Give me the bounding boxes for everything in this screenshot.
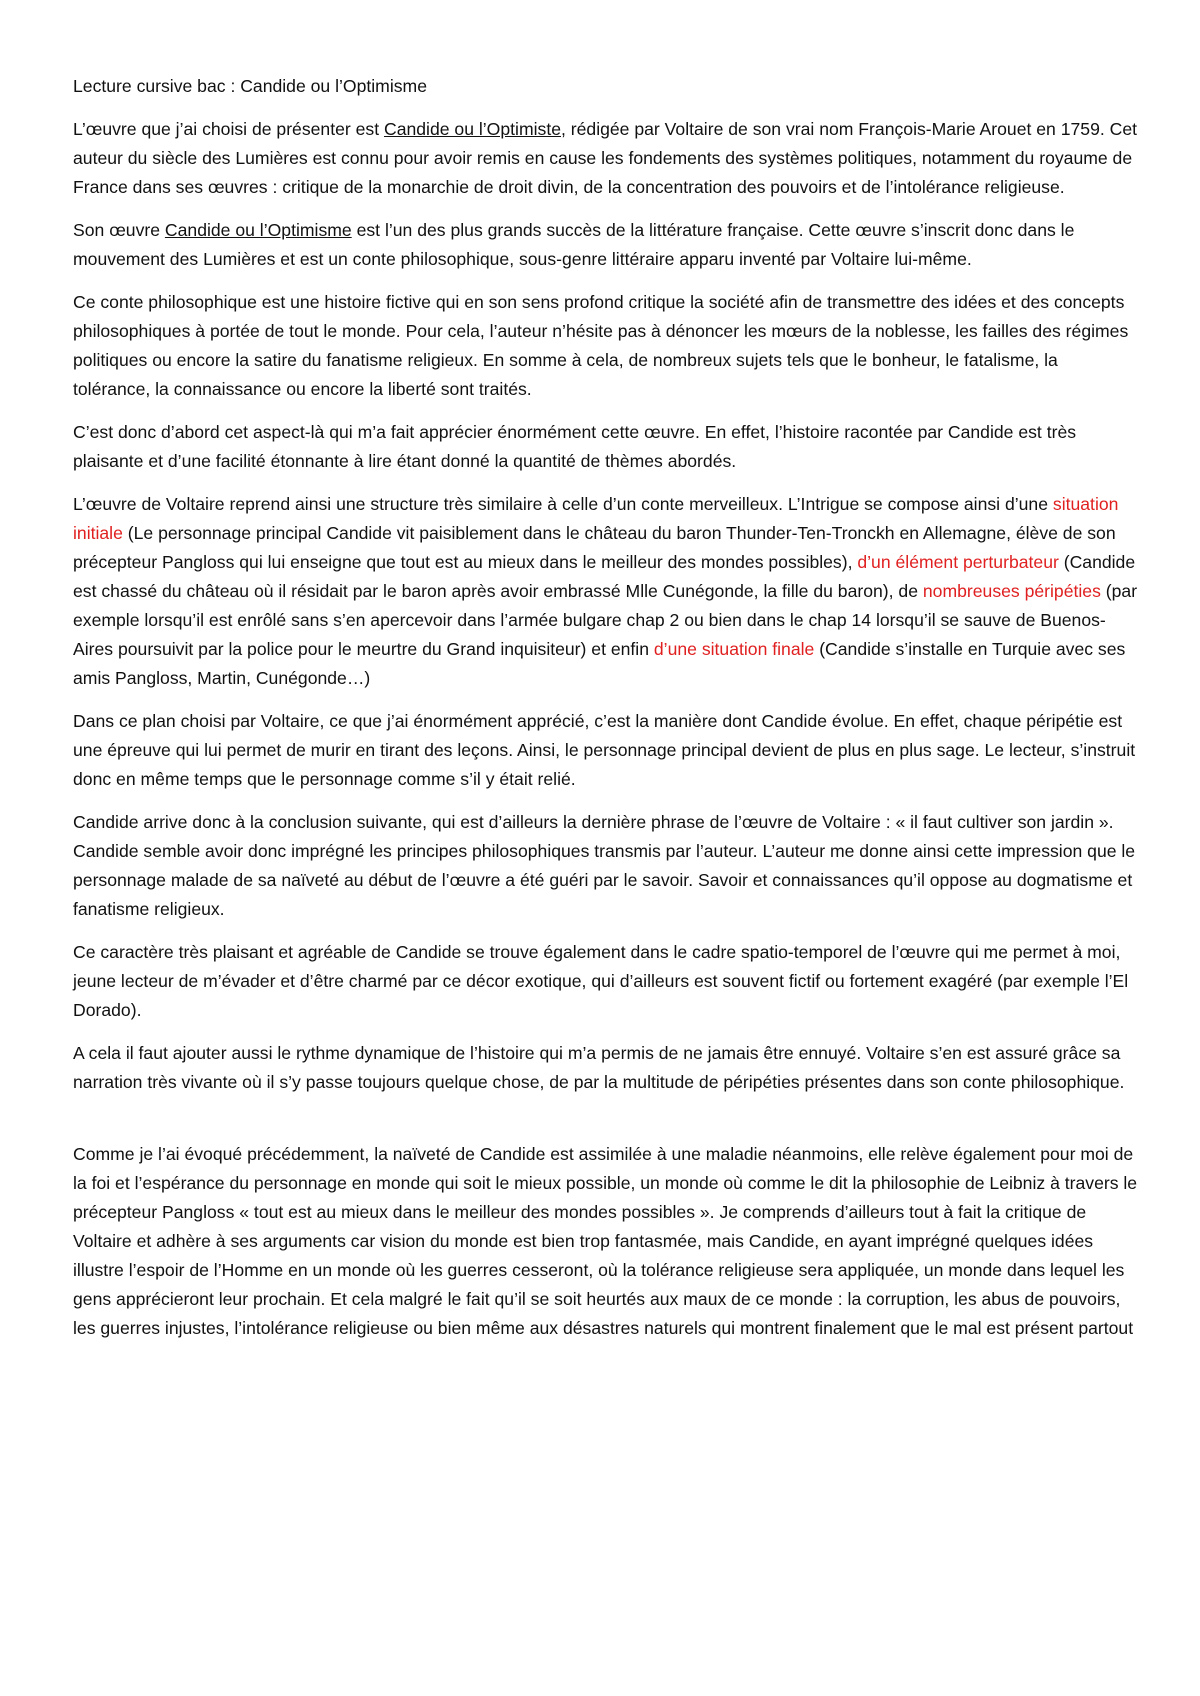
- paragraph-introduction: [73, 115, 1138, 202]
- highlight-situation-initiale: situation initiale: [73, 494, 1119, 543]
- text-span: (Candide s’installe en Turquie avec ses amis Pangloss, Martin, Cunégonde…): [73, 639, 1126, 688]
- text-span: (Le personnage principal Candide vit paisiblement dans le château du baron Thunder-Ten-Tronckh en Allemagne, élève de son précepteur Pangloss qui lui enseigne que tout est au mieux dans le meilleur des mondes possibles),: [73, 523, 1116, 572]
- paragraph-evolution: Dans ce plan choisi par Voltaire, ce que j’ai énormément apprécié, c’est la manière dont Candide évolue. En effet, chaque péripétie est une épreuve qui lui permet de murir en tirant des leçons. Ainsi, le personnage principal devient de plus en plus sage. Le lecteur, s’instruit donc en même temps que le personnage comme s’il y était relié.: [73, 711, 1136, 789]
- paragraph-conclusion: Candide arrive donc à la conclusion suivante, qui est d’ailleurs la dernière phrase de l’œuvre de Voltaire : « il faut cultiver son jardin ». Candide semble avoir donc imprégné les principes philosophiques transmis par l’auteur. L’auteur me donne ainsi cette impression que le personnage malade de sa naïveté au début de l’œuvre a été guéri par le savoir. Savoir et connaissances qu’il oppose au dogmatisme et fanatisme religieux.: [73, 812, 1136, 919]
- text-span: , rédigée par Voltaire de son vrai nom François-Marie Arouet en 1759. Cet auteur du siècle des Lumières est connu pour avoir remis en cause les fondements des systèmes politiques, notamment du royaume de France dans ses œuvres : critique de la monarchie de droit divin, de la concentration des pouvoirs et de l’intolérance religieuse.: [73, 119, 1138, 197]
- text-span: (Candide est chassé du château où il résidait par le baron après avoir embrassé Mlle Cunégonde, la fille du baron), de: [73, 552, 1136, 601]
- document-page: [73, 72, 1138, 1357]
- document-title: Lecture cursive bac : Candide ou l’Optimisme: [73, 76, 427, 96]
- highlight-situation-finale: d’une situation finale: [653, 639, 815, 659]
- paragraph-rythme: A cela il faut ajouter aussi le rythme dynamique de l’histoire qui m’a permis de ne jamais être ennuyé. Voltaire s’en est assuré grâce sa narration très vivante où il s’y passe toujours quelque chose, de par la multitude de péripéties présentes dans son conte philosophique.: [73, 1043, 1125, 1092]
- text-span: est l’un des plus grands succès de la littérature française. Cette œuvre s’inscrit donc dans le mouvement des Lumières et est un conte philosophique, sous-genre littéraire apparu inventé par Voltaire lui-même.: [73, 220, 1075, 269]
- text-span: (par exemple lorsqu’il est enrôlé sans s’en apercevoir dans l’armée bulgare chap 2 ou bien dans le chap 14 lorsqu’il se sauve de Buenos-Aires poursuivit par la police pour le meurtre du Grand inquisiteur) et enfin: [73, 581, 1138, 659]
- paragraph-conte: Ce conte philosophique est une histoire fictive qui en son sens profond critique la société afin de transmettre des idées et des concepts philosophiques à portée de tout le monde. Pour cela, l’auteur n’hésite pas à dénoncer les mœurs de la noblesse, les failles des régimes politiques ou encore la satire du fanatisme religieux. En somme à cela, de nombreux sujets tels que le bonheur, le fatalisme, la tolérance, la connaissance ou encore la liberté sont traités.: [73, 292, 1129, 399]
- book-title-underlined: Candide ou l’Optimisme: [164, 220, 352, 240]
- book-title-underlined: Candide ou l’Optimiste: [383, 119, 561, 139]
- blank-line: [73, 1111, 1138, 1140]
- text-span: Son œuvre: [73, 220, 165, 240]
- paragraph-appreciation: C’est donc d’abord cet aspect-là qui m’a fait apprécier énormément cette œuvre. En effet, l’histoire racontée par Candide est très plaisante et d’une facilité étonnante à lire étant donné la quantité de thèmes abordés.: [73, 422, 1077, 471]
- paragraph-cadre: Ce caractère très plaisant et agréable de Candide se trouve également dans le cadre spatio-temporel de l’œuvre qui me permet à moi, jeune lecteur de m’évader et d’être charmé par ce décor exotique, qui d’ailleurs est souvent fictif ou fortement exagéré (par exemple l’El Dorado).: [73, 942, 1129, 1020]
- paragraph-work: [73, 216, 1138, 274]
- text-span: L’œuvre de Voltaire reprend ainsi une structure très similaire à celle d’un conte merveilleux. L’Intrigue se compose ainsi d’une: [73, 494, 1053, 514]
- highlight-peripeties: nombreuses péripéties: [922, 581, 1101, 601]
- text-span: L’œuvre que j’ai choisi de présenter est: [73, 119, 384, 139]
- highlight-element-perturbateur: d’un élément perturbateur: [857, 552, 1059, 572]
- paragraph-structure: [73, 490, 1138, 693]
- paragraph-naivete: Comme je l’ai évoqué précédemment, la naïveté de Candide est assimilée à une maladie néanmoins, elle relève également pour moi de la foi et l’espérance du personnage en monde qui soit le mieux possible, un monde où comme le dit la philosophie de Leibniz à travers le précepteur Pangloss « tout est au mieux dans le meilleur des mondes possibles ». Je comprends d’ailleurs tout à fait la critique de Voltaire et adhère à ses arguments car vision du monde est bien trop fantasmée, mais Candide, en ayant imprégné quelques idées illustre l’espoir de l’Homme en un monde où les guerres cesseront, où la tolérance religieuse sera appliquée, un monde dans lequel les gens apprécieront leur prochain. Et cela malgré le fait qu’il se soit heurtés aux maux de ce monde : la corruption, les abus de pouvoirs, les guerres injustes, l’intolérance religieuse ou bien même aux désastres naturels qui montrent finalement que le mal est présent partout: [73, 1144, 1138, 1338]
